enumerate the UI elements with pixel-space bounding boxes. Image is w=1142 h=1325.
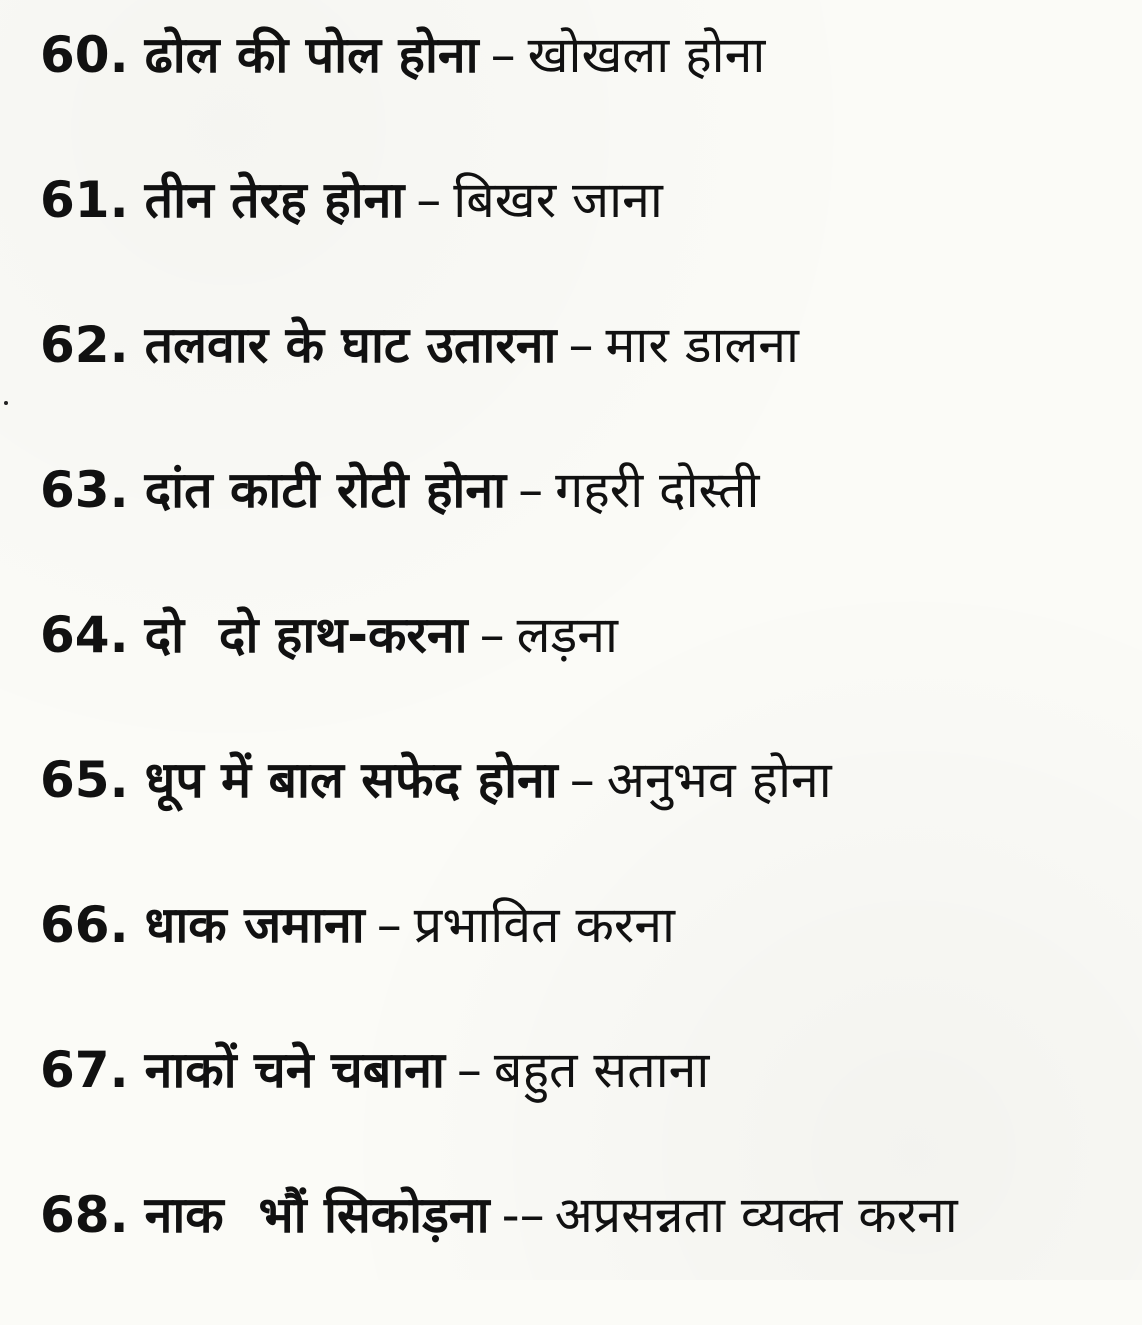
item-number: 60. [40, 26, 129, 84]
idiom-text: दांत काटी रोटी होना [144, 461, 507, 519]
meaning-text: बिखर जाना [453, 171, 663, 229]
separator: – [569, 751, 595, 809]
item-number: 68. [40, 1186, 129, 1244]
stray-mark [4, 401, 8, 405]
list-item [40, 890, 1130, 1035]
idiom-text: ढोल की पोल होना [144, 26, 479, 84]
separator: – [416, 171, 442, 229]
idiom-text: धाक जमाना [144, 896, 365, 954]
list-item [40, 1180, 1130, 1325]
list-item [40, 20, 1130, 165]
list-item [40, 310, 1130, 455]
meaning-text: अप्रसन्नता व्यक्त करना [554, 1186, 958, 1244]
item-number: 63. [40, 461, 129, 519]
separator: -– [501, 1186, 545, 1244]
idiom-text: दो दो हाथ-करना [144, 606, 468, 664]
item-number: 66. [40, 896, 129, 954]
meaning-text: अनुभव होना [606, 751, 832, 809]
idiom-text: तीन तेरह होना [144, 171, 405, 229]
list-item [40, 600, 1130, 745]
idiom-text: नाक भौं सिकोड़ना [144, 1186, 490, 1244]
meaning-text: प्रभावित करना [413, 896, 675, 954]
idiom-text: तलवार के घाट उतारना [144, 316, 557, 374]
idiom-list [40, 20, 1130, 1325]
idiom-text: नाकों चने चबाना [144, 1041, 445, 1099]
separator: – [479, 606, 505, 664]
meaning-text: मार डालना [605, 316, 799, 374]
separator: – [376, 896, 402, 954]
list-item [40, 1035, 1130, 1180]
separator: – [518, 461, 544, 519]
meaning-text: खोखला होना [527, 26, 766, 84]
item-number: 61. [40, 171, 129, 229]
list-item [40, 745, 1130, 890]
idiom-text: धूप में बाल सफेद होना [144, 751, 558, 809]
item-number: 62. [40, 316, 129, 374]
separator: – [568, 316, 594, 374]
meaning-text: लड़ना [516, 606, 618, 664]
separator: – [456, 1041, 482, 1099]
meaning-text: गहरी दोस्ती [555, 461, 760, 519]
list-item [40, 165, 1130, 310]
item-number: 64. [40, 606, 129, 664]
item-number: 65. [40, 751, 129, 809]
meaning-text: बहुत सताना [493, 1041, 710, 1099]
item-number: 67. [40, 1041, 129, 1099]
list-item [40, 455, 1130, 600]
separator: – [490, 26, 516, 84]
